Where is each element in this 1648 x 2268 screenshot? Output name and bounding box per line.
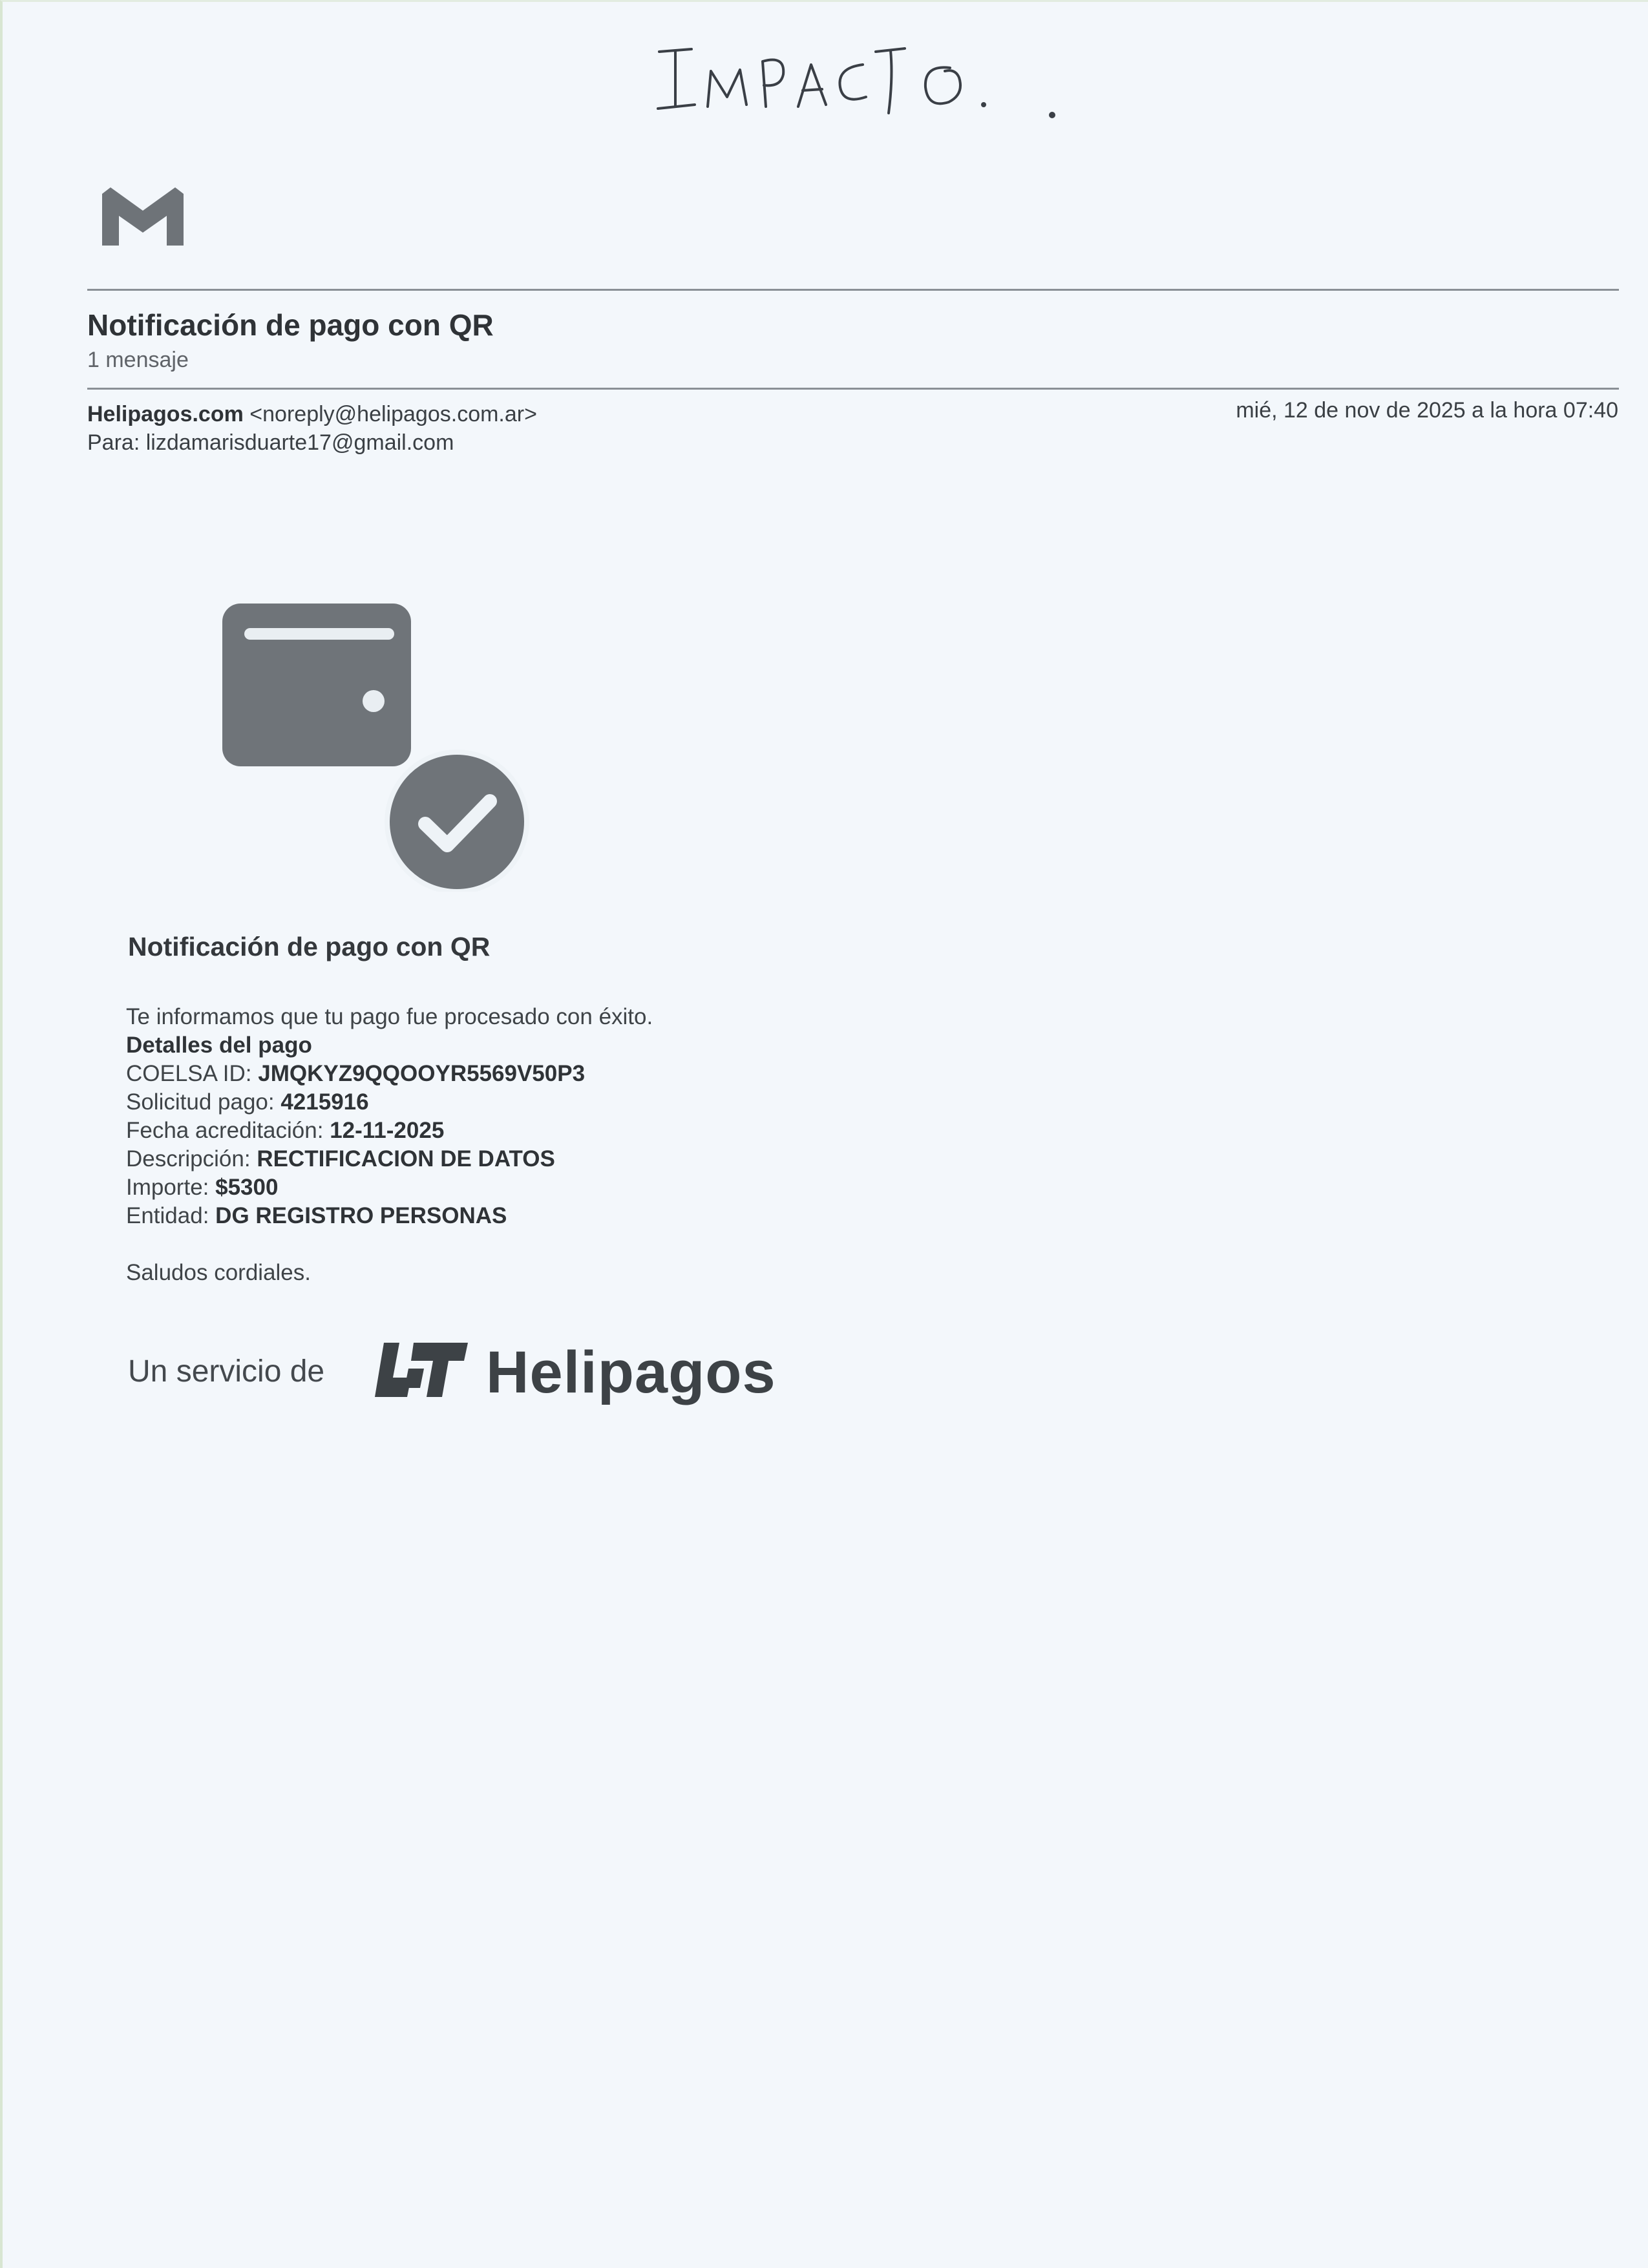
intro-text: Te informamos que tu pago fue procesado con éxito. [126,1004,653,1029]
detail-row [126,1202,653,1230]
detail-value: RECTIFICACION DE DATOS [257,1146,555,1171]
divider [87,289,1619,291]
detail-label: Importe: [126,1175,209,1200]
detail-label: COELSA ID: [126,1061,252,1086]
sender-email: <noreply@helipagos.com.ar> [249,402,537,426]
detail-value: 12-11-2025 [330,1118,445,1143]
detail-value: DG REGISTRO PERSONAS [215,1203,507,1228]
detail-label: Fecha acreditación: [126,1118,324,1143]
detail-row [126,1173,653,1202]
message-count: 1 mensaje [87,348,189,372]
divider [87,388,1619,390]
detail-value: $5300 [215,1175,279,1200]
detail-row [126,1060,653,1088]
payment-details [126,1003,653,1230]
details-heading: Detalles del pago [126,1033,312,1058]
email-subject: Notificación de pago con QR [87,308,494,342]
wallet-check-icon [220,601,530,892]
detail-row [126,1145,653,1173]
sender [87,402,537,427]
sender-name: Helipagos.com [87,402,244,426]
email-date: mié, 12 de nov de 2025 a la hora 07:40 [1236,398,1618,423]
recipient: Para: lizdamarisduarte17@gmail.com [87,430,454,455]
handwritten-note [646,32,1060,129]
helipagos-brand: Helipagos [486,1339,776,1405]
detail-value: JMQKYZ9QQOOYR5569V50P3 [258,1061,586,1086]
detail-row [126,1117,653,1145]
detail-label: Descripción: [126,1146,251,1171]
notification-title: Notificación de pago con QR [128,932,491,961]
helipagos-logo-icon [370,1338,473,1402]
footer-prefix: Un servicio de [128,1354,325,1389]
gmail-icon [102,187,184,246]
detail-label: Entidad: [126,1203,209,1228]
detail-row [126,1088,653,1117]
greeting: Saludos cordiales. [126,1260,311,1285]
detail-value: 4215916 [280,1089,369,1115]
detail-label: Solicitud pago: [126,1089,275,1115]
